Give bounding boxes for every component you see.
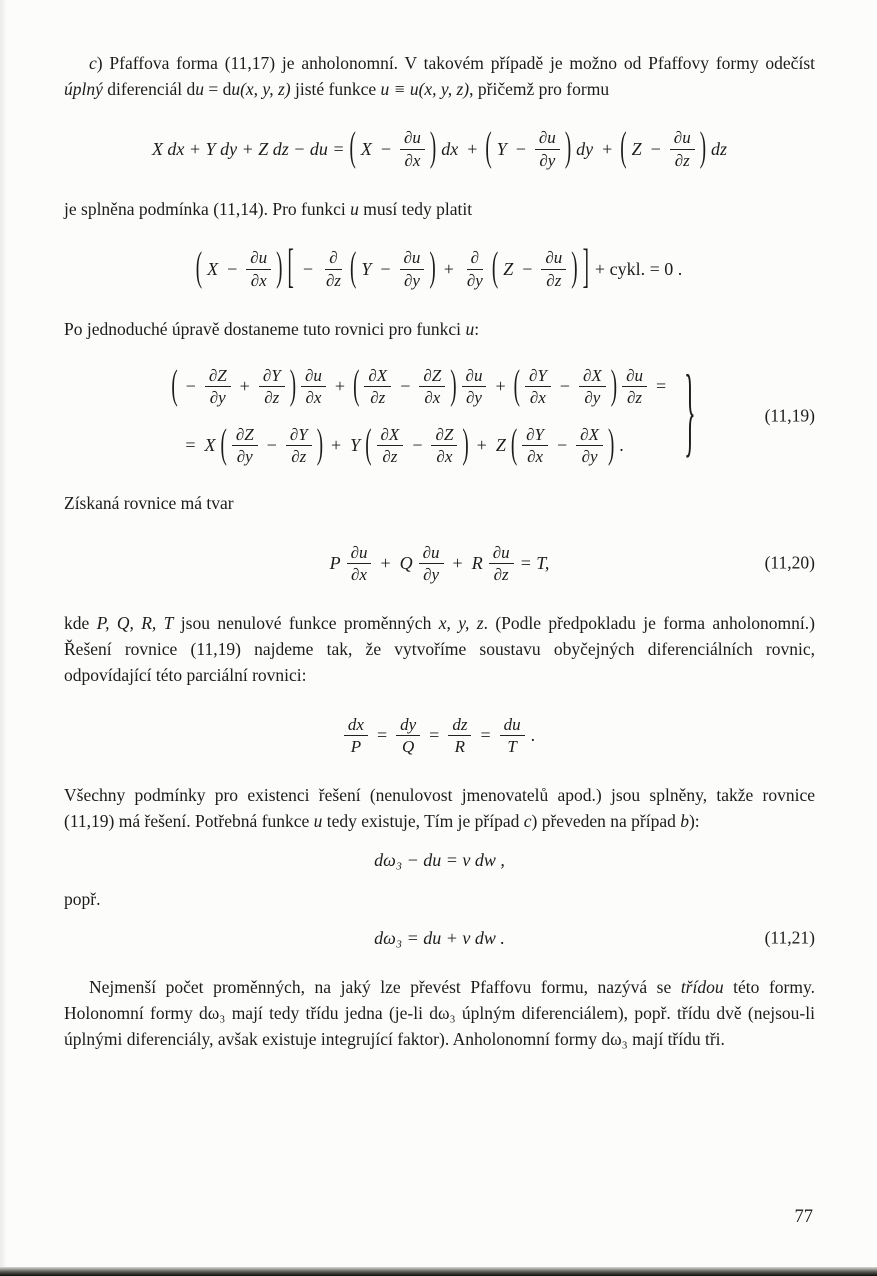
- math-fraction: [431, 425, 457, 466]
- text-segment: je splněna podmínka (11,14). Pro funkci: [64, 199, 351, 219]
- fraction-numerator: ∂Y: [525, 366, 551, 387]
- fraction-denominator: ∂y: [466, 270, 483, 290]
- math-fraction: [364, 366, 391, 407]
- equals-operator: =: [655, 376, 667, 397]
- right-paren: ): [610, 362, 618, 409]
- math-variable: Z: [631, 138, 642, 159]
- text-segment: = d: [203, 79, 232, 99]
- fraction-numerator: ∂: [467, 248, 483, 269]
- right-paren: ): [316, 421, 324, 468]
- equals-operator: =: [480, 724, 491, 745]
- text-segment: musí tedy platit: [358, 199, 473, 219]
- math-fraction: [205, 366, 231, 407]
- minus-operator: −: [380, 258, 391, 279]
- fraction-denominator: ∂x: [527, 447, 544, 467]
- text-segment: c: [89, 53, 97, 73]
- right-paren: ): [289, 362, 297, 409]
- math-variable: Z: [495, 435, 506, 456]
- math-variable: X: [204, 435, 216, 456]
- math-fraction: [419, 366, 445, 407]
- math-fraction: [579, 366, 606, 407]
- text-segment: diferenciál d: [102, 79, 196, 99]
- fraction-denominator: ∂x: [305, 388, 322, 408]
- math-text: + cykl. = 0 .: [594, 258, 683, 279]
- fraction-denominator: ∂y: [423, 564, 440, 584]
- math-fraction: [259, 366, 285, 407]
- math-fraction: [400, 128, 425, 169]
- math-fraction: [462, 366, 487, 407]
- math-fraction: [541, 248, 566, 289]
- fraction-numerator: ∂u: [419, 543, 444, 564]
- math-fraction: [500, 715, 525, 756]
- text-segment: u: [465, 319, 475, 339]
- equals-operator: =: [376, 724, 388, 745]
- math-fraction: [286, 425, 312, 466]
- plus-operator: +: [602, 138, 613, 159]
- right-brace: }: [684, 359, 696, 469]
- fraction-denominator: ∂z: [370, 388, 386, 408]
- math-variable: X: [360, 138, 372, 159]
- fraction-numerator: ∂u: [622, 366, 647, 387]
- plus-operator: +: [380, 552, 391, 573]
- fraction-denominator: ∂z: [382, 447, 398, 467]
- math-fraction: [463, 248, 487, 289]
- left-paren: (: [510, 421, 518, 468]
- fraction-denominator: ∂y: [209, 388, 226, 408]
- fraction-denominator: T: [507, 736, 517, 756]
- right-paren: ): [429, 245, 436, 291]
- math-fraction: [525, 366, 551, 407]
- plus-operator: +: [476, 435, 487, 456]
- page-number: 77: [794, 1207, 813, 1227]
- math-fraction: [301, 366, 326, 407]
- fraction-numerator: ∂X: [377, 425, 404, 446]
- right-paren: ): [429, 125, 437, 171]
- fraction-numerator: dz: [448, 715, 471, 736]
- text-segment: b: [680, 811, 689, 832]
- fraction-denominator: P: [350, 736, 362, 756]
- math-text: = T,: [519, 552, 550, 573]
- text-segment: u: [350, 199, 359, 219]
- math-fraction: [347, 543, 372, 584]
- fraction-numerator: dx: [344, 715, 368, 736]
- text-segment: ) Pfaffova forma (11,17) je anholonomní. V takovém případě je možno od Pfaffovy formy odečíst: [96, 53, 815, 73]
- math-fraction: [670, 128, 695, 169]
- fraction-numerator: dy: [396, 715, 420, 736]
- text-segment: třídou: [680, 977, 724, 998]
- text-segment: P, Q, R, T: [96, 613, 174, 634]
- math-variable: Y: [361, 258, 372, 279]
- math-fraction: [322, 248, 345, 289]
- math-variable: R: [471, 552, 483, 573]
- text-segment: tedy existuje, Tím je případ: [322, 811, 524, 832]
- paragraph-after-adjustment: [64, 316, 815, 342]
- fraction-numerator: ∂Y: [259, 366, 285, 387]
- plus-operator: +: [452, 552, 463, 573]
- text-segment: , přičemž pro formu: [469, 79, 610, 99]
- fraction-numerator: ∂u: [301, 366, 326, 387]
- minus-operator: −: [302, 258, 313, 279]
- math-variable: Q: [399, 552, 413, 573]
- math-differential: dz: [711, 138, 728, 159]
- left-paren: (: [513, 362, 520, 409]
- fraction-denominator: ∂y: [584, 388, 601, 408]
- minus-operator: −: [227, 258, 238, 279]
- minus-operator: −: [515, 138, 526, 159]
- text-segment: úplný: [64, 79, 103, 99]
- fraction-numerator: ∂u: [535, 128, 560, 149]
- minus-operator: −: [380, 138, 392, 159]
- math-differential: dy: [576, 138, 594, 159]
- text-segment: této formy. Holonomní formy dω₃ mají tedy třídu jedna (je-li dω₃ úplným diferenciálem), popř. třídu dvě (nejsou-li úplnými diferenciály, avšak existuje integrující faktor). Anholonomní formy dω₃ mají třídu tři.: [64, 977, 815, 1050]
- fraction-numerator: ∂X: [576, 425, 603, 446]
- right-paren: ): [607, 421, 615, 468]
- left-paren: (: [620, 125, 627, 171]
- fraction-numerator: ∂u: [541, 248, 566, 269]
- fraction-numerator: ∂u: [462, 366, 487, 387]
- math-variable: X: [207, 258, 219, 279]
- fraction-denominator: ∂x: [250, 270, 267, 290]
- paragraph-condition: [64, 196, 815, 222]
- fraction-denominator: ∂z: [264, 388, 280, 408]
- fraction-denominator: ∂z: [493, 564, 509, 584]
- paragraph-pfaff-intro: [64, 50, 815, 102]
- text-segment: jisté funkce: [290, 79, 381, 99]
- fraction-numerator: ∂Z: [431, 425, 457, 446]
- right-paren: ): [462, 421, 469, 468]
- math-fraction: [522, 425, 548, 466]
- left-paren: (: [485, 125, 492, 171]
- paragraph-popr: [64, 886, 815, 912]
- fraction-denominator: ∂y: [236, 447, 253, 467]
- equation-line-1: [169, 362, 672, 409]
- math-text: dω₃ − du = v dw ,: [374, 849, 505, 870]
- left-paren: (: [195, 245, 203, 291]
- text-segment: u ≡ u(x, y, z): [380, 79, 470, 99]
- fraction-denominator: ∂z: [674, 150, 690, 170]
- right-paren: ): [276, 245, 283, 291]
- paragraph-existence: [64, 782, 815, 834]
- operator: −: [559, 376, 570, 397]
- paragraph-class-of-form: [64, 974, 815, 1052]
- left-paren: (: [491, 245, 499, 291]
- equation-pfaff-difference: [64, 126, 815, 172]
- right-paren: ): [564, 125, 572, 171]
- text-segment: c: [523, 811, 532, 832]
- equation-11-21: [64, 924, 815, 952]
- paragraph-pqrt: [64, 610, 815, 688]
- equation-11-20: [64, 540, 815, 586]
- fraction-numerator: ∂u: [246, 248, 271, 269]
- fraction-numerator: ∂X: [579, 366, 606, 387]
- fraction-denominator: ∂z: [325, 270, 342, 290]
- minus-operator: −: [650, 138, 661, 159]
- right-paren: ): [450, 362, 457, 409]
- math-fraction: [622, 366, 647, 407]
- text-segment: popř.: [64, 889, 101, 910]
- math-fraction: [535, 128, 560, 169]
- plus-operator: +: [331, 435, 342, 456]
- math-fraction: [448, 715, 471, 756]
- right-paren: ): [699, 125, 707, 171]
- plus-operator: +: [467, 138, 478, 159]
- fraction-numerator: ∂u: [489, 543, 514, 564]
- fraction-denominator: ∂x: [404, 150, 421, 170]
- math-variable: Z: [503, 258, 514, 279]
- fraction-numerator: ∂u: [347, 543, 372, 564]
- fraction-numerator: ∂Z: [419, 366, 445, 387]
- left-paren: (: [171, 362, 178, 409]
- text-segment: :: [474, 319, 480, 339]
- fraction-numerator: ∂Z: [232, 425, 258, 446]
- fraction-numerator: ∂u: [400, 128, 425, 149]
- fraction-denominator: ∂x: [351, 564, 367, 584]
- period: .: [619, 435, 624, 456]
- text-segment: u: [313, 811, 323, 832]
- period: .: [530, 724, 536, 745]
- right-bracket: ]: [582, 241, 589, 294]
- fraction-numerator: ∂Z: [205, 366, 231, 387]
- operator: −: [400, 376, 411, 397]
- fraction-numerator: ∂Y: [522, 425, 548, 446]
- math-variable: Y: [350, 435, 361, 456]
- left-paren: (: [349, 125, 356, 171]
- equation-label: (11,21): [764, 927, 815, 948]
- fraction-denominator: Q: [401, 736, 415, 756]
- fraction-numerator: ∂u: [400, 248, 425, 269]
- fraction-numerator: du: [500, 715, 525, 736]
- fraction-denominator: ∂x: [529, 388, 546, 408]
- plus-operator: +: [495, 376, 506, 397]
- text-segment: Získaná rovnice má tvar: [64, 493, 234, 514]
- equals-operator: =: [185, 435, 196, 456]
- fraction-denominator: ∂y: [539, 150, 556, 170]
- equation-characteristic-system: [64, 712, 815, 758]
- equation-line-2: [179, 421, 626, 468]
- text-segment: u(x, y, z): [231, 79, 291, 99]
- fraction-numerator: ∂u: [670, 128, 695, 149]
- equation-11-19: [64, 359, 815, 469]
- math-text: dω₃ = du + v dw .: [374, 927, 505, 948]
- math-fraction: [344, 715, 368, 756]
- text-segment: ):: [688, 811, 700, 832]
- operator: −: [412, 435, 423, 456]
- math-fraction: [576, 425, 603, 466]
- math-fraction: [396, 715, 420, 756]
- left-paren: (: [353, 362, 360, 409]
- math-fraction: [489, 543, 514, 584]
- minus-operator: −: [185, 376, 196, 397]
- fraction-denominator: ∂x: [436, 447, 453, 467]
- plus-operator: +: [334, 376, 346, 397]
- operator: +: [239, 376, 250, 397]
- equation-label: (11,20): [764, 552, 815, 573]
- left-bracket: [: [287, 241, 294, 294]
- text-segment: Nejmenší počet proměnných, na jaký lze převést Pfaffovu formu, nazývá se: [89, 977, 681, 998]
- right-paren: ): [571, 245, 578, 291]
- math-variable: P: [329, 552, 341, 573]
- text-segment: kde: [64, 613, 97, 634]
- fraction-denominator: ∂z: [546, 270, 562, 290]
- fraction-denominator: ∂y: [466, 388, 482, 408]
- equation-domega-minus-du: [64, 846, 815, 874]
- text-segment: u: [195, 79, 204, 99]
- math-variable: Y: [496, 138, 507, 159]
- text-segment: Všechny podmínky pro existenci řešení (nenulovost jmenovatelů apod.) jsou splněny, takže rovnice (11,19) má řešení. Potřebná funkce: [64, 785, 815, 832]
- equals-operator: =: [429, 724, 440, 745]
- fraction-denominator: ∂z: [627, 388, 643, 408]
- fraction-numerator: ∂Y: [286, 425, 312, 446]
- minus-operator: −: [522, 258, 533, 279]
- operator: −: [266, 435, 277, 456]
- math-differential: dx: [441, 138, 459, 159]
- paragraph-obtained-form: [64, 490, 815, 516]
- fraction-denominator: ∂y: [403, 270, 420, 290]
- text-segment: . (Podle předpokladu je forma anholonomní.) Řešení rovnice (11,19) najdeme tak, že vytvoříme soustavu obyčejných diferenciálních rovnic, odpovídající této parciální rovnici:: [64, 613, 815, 686]
- equation-label: (11,19): [764, 405, 815, 426]
- fraction-numerator: ∂X: [364, 366, 391, 387]
- left-paren: (: [365, 421, 372, 468]
- math-fraction: [232, 425, 258, 466]
- fraction-numerator: ∂: [325, 248, 341, 269]
- left-paren: (: [350, 245, 357, 291]
- math-fraction: [246, 248, 271, 289]
- left-paren: (: [220, 421, 227, 468]
- text-segment: Po jednoduché úpravě dostaneme tuto rovnici pro funkci: [64, 319, 466, 339]
- plus-operator: +: [443, 258, 454, 279]
- text-segment: ) převeden na případ: [531, 811, 681, 832]
- math-fraction: [400, 248, 425, 289]
- fraction-denominator: ∂z: [291, 447, 307, 467]
- math-fraction: [419, 543, 444, 584]
- text-segment: x, y, z: [438, 613, 484, 634]
- fraction-denominator: R: [454, 736, 466, 756]
- fraction-denominator: ∂y: [581, 447, 598, 467]
- operator: −: [557, 435, 568, 456]
- equation-lines: [169, 362, 672, 468]
- fraction-denominator: ∂x: [424, 388, 441, 408]
- text-segment: jsou nenulové funkce proměnných: [173, 613, 439, 634]
- math-text: X dx + Y dy + Z dz − du =: [151, 138, 345, 159]
- math-fraction: [377, 425, 404, 466]
- equation-cyclic-condition: [64, 241, 815, 294]
